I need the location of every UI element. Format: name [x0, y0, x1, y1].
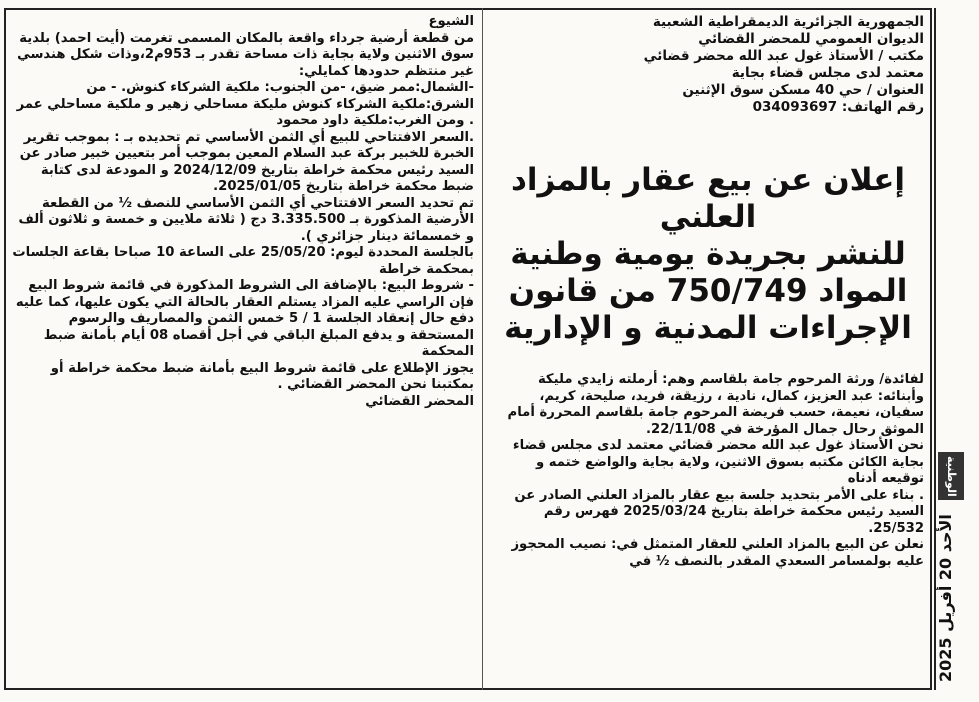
- title-line: الإجراءات المدنية و الإدارية: [504, 310, 912, 346]
- title-line: إعلان عن بيع عقار بالمزاد العلني: [510, 162, 905, 235]
- paragraph: الشيوع: [428, 14, 474, 29]
- header-line: معتمد لدى مجلس قضاء بجاية: [731, 65, 924, 81]
- announcement-title: [492, 162, 924, 347]
- newspaper-brand-label: الوطنية: [938, 452, 964, 500]
- paragraph: من قطعة أرضية جرداء واقعة بالمكان المسمى تغرمت (أيت احمد) بلدية سوق الاثنين ولاية بجاية ذات مساحة تقدر بـ 953م2،وذات شكل هندسي غير منتظم حدودها كمايلي:: [17, 30, 474, 79]
- header-line: الجمهورية الجزائرية الديمقراطية الشعبية: [652, 14, 924, 30]
- paragraph: - شروط البيع: بالإضافة الى الشروط المذكورة في قائمة شروط البيع فإن الراسي عليه المزاد يستلم العقار بالحالة التي يكون عليها، كما عليه دفع حال إنعقاد الجلسة 1 / 5 خمس الثمن والمصاريف والرسوم المستحقة و يدفع المبلغ الباقي في أجل أقصاه 08 أيام بأمانة ضبط المحكمة: [15, 278, 474, 359]
- signature-line: المحضر القضائي: [365, 393, 474, 409]
- paragraph: لفائدة/ ورثة المرحوم جامة بلقاسم وهم: أرملته زايدي مليكة وأبنائه: عبد العزيز، كمال، نادية ، رزيقة، فريد، صليحة، كريم، سفيان، نعيمة، حسب فريضة المرحوم جامة بلقاسم المحررة أمام الموثق رحال جمال المؤرخة في 22/11/08.: [507, 372, 924, 437]
- paragraph: -الشمال:ممر ضيق، -من الجنوب: ملكية الشركاء كنوش. - من الشرق:ملكية الشركاء كنوش مليكة مساحلي زهير و ملكية مساحلي عمر . ومن الغرب:ملكية داود محمود: [16, 80, 474, 128]
- column-divider: [482, 8, 483, 690]
- left-column-body: [10, 14, 474, 410]
- paragraph: بالجلسة المحددة ليوم: 25/05/20 على الساعة 10 صباحا بقاعة الجلسات بمحكمة خراطة: [12, 245, 474, 277]
- paragraph: نحن الأستاذ غول عبد الله محضر قضائي معتمد لدى مجلس قضاء بجاية الكائن مكتبه بسوق الاثنين، ولاية بجاية والواضع ختمه و توقيعه أدناه: [512, 438, 924, 486]
- header-phone: رقم الهاتف: 034093697: [752, 99, 924, 115]
- title-line: للنشر بجريدة يومية وطنية: [510, 236, 906, 272]
- header-line: العنوان / حي 40 مسكن سوق الإثنين: [682, 82, 924, 98]
- header-line: الديوان العمومي للمحضر القضائي: [698, 31, 924, 47]
- paragraph: يجوز الإطلاع على قائمة شروط البيع بأمانة ضبط محكمة خراطة أو بمكتبنا نحن المحضر القضائي .: [50, 360, 474, 392]
- issue-date: الأحد 20 أفريل 2025: [936, 514, 955, 682]
- paragraph: . بناء على الأمر بتحديد جلسة بيع عقار بالمزاد العلني الصادر عن السيد رئيس محكمة خراطة بتاريخ 2025/03/24 فهرس رقم 25/532.: [514, 487, 924, 536]
- paragraph: .السعر الافتتاحي للبيع أي الثمن الأساسي تم تحديده بـ : بموجب تقرير الخبرة للخبير بركة عبد السلام المعين بموجب أمر بتعيين خبير صادر عن السيد رئيس محكمة خراطة بتاريخ 2024/12/09 و المودعة لدى كتابة ضبط محكمة خراطة بتاريخ 2025/01/05.: [19, 129, 474, 194]
- title-line: المواد 750/749 من قانون: [508, 273, 908, 309]
- paragraph: نعلن عن البيع بالمزاد العلني للعقار المتمثل في: نصيب المحجوز عليه بولمسامر السعدي المقدر بالنصف ½ في: [511, 537, 924, 569]
- paragraph: تم تحديد السعر الافتتاحي أي الثمن الأساسي للنصف ½ من القطعة الأرضية المذكورة بـ 3.335.500 دج ( ثلاثة ملايين و خمسة و ثلاثون ألف و خمسمائة دينار جزائري ).: [18, 195, 474, 244]
- right-column-body: [492, 372, 924, 570]
- header-line: مكتب / الأستاذ غول عبد الله محضر قضائي: [643, 48, 924, 64]
- office-header: [492, 14, 924, 116]
